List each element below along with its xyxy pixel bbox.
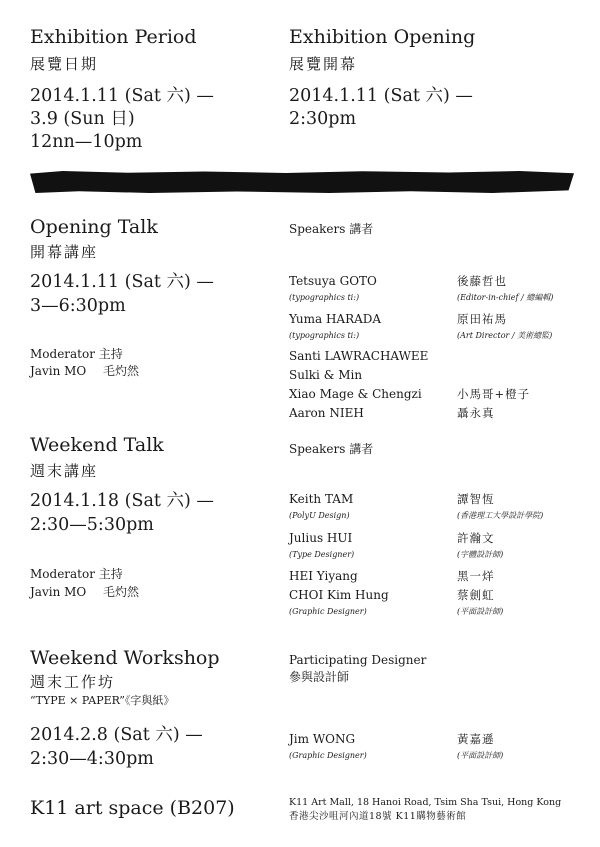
- exhibition-opening-date: 2014.1.11 (Sat 六) —: [289, 86, 473, 106]
- opening-talk-title: Opening Talk: [30, 216, 158, 238]
- designer-name-zh: 黃嘉遜: [457, 732, 495, 746]
- speaker-name: Santi LAWRACHAWEE: [289, 349, 429, 363]
- exhibition-period-title: Exhibition Period: [30, 26, 197, 48]
- opening-talk-moderator-label: Moderator 主持: [30, 347, 123, 361]
- venue-address-zh: 香港尖沙咀河內道18號 K11購物藝術館: [289, 811, 467, 822]
- speaker-role: (Type Designer): [289, 550, 355, 559]
- opening-talk-moderator-name: Javin MO: [30, 364, 87, 378]
- speaker-name: Xiao Mage & Chengzi: [289, 387, 422, 401]
- speaker-name-zh: 聶永真: [457, 406, 495, 420]
- speaker-role-zh: (字體設計師): [457, 550, 504, 559]
- speaker-role: (typographics ti:): [289, 293, 360, 302]
- speaker-name-zh: 許瀚文: [457, 531, 495, 545]
- speaker-role: (PolyU Design): [289, 511, 350, 520]
- speaker-name: Aaron NIEH: [289, 406, 364, 420]
- weekend-talk-title-zh: 週末講座: [30, 462, 99, 480]
- opening-talk-moderator-zh: 毛灼然: [103, 364, 140, 378]
- speaker-name-zh: 後藤哲也: [457, 274, 507, 288]
- speaker-name: Sulki & Min: [289, 368, 363, 382]
- speaker-name: CHOI Kim Hung: [289, 588, 389, 602]
- exhibition-period-date-end: 3.9 (Sun 日): [30, 109, 135, 129]
- speaker-role-zh: (平面設計師): [457, 607, 504, 616]
- workshop-date: 2014.2.8 (Sat 六) —: [30, 725, 203, 745]
- speaker-name: Tetsuya GOTO: [289, 274, 377, 288]
- weekend-talk-moderator-name: Javin MO: [30, 585, 87, 599]
- weekend-talk-time: 2:30—5:30pm: [30, 515, 154, 535]
- speaker-name-zh: 小馬哥+橙子: [457, 387, 531, 401]
- speaker-name: Keith TAM: [289, 492, 354, 506]
- speaker-name: Yuma HARADA: [289, 312, 382, 326]
- exhibition-opening-title: Exhibition Opening: [289, 26, 476, 48]
- designer-name: Jim WONG: [289, 732, 356, 746]
- exhibition-opening-time: 2:30pm: [289, 109, 357, 129]
- speaker-role-zh: (Editor-in-chief / 總編輯): [457, 293, 554, 302]
- speaker-name: Julius HUI: [289, 531, 353, 545]
- opening-talk-speakers-label: Speakers 講者: [289, 222, 374, 236]
- speaker-role: (Graphic Designer): [289, 607, 367, 616]
- speaker-name-zh: 黑一烊: [457, 569, 495, 583]
- venue-address-en: K11 Art Mall, 18 Hanoi Road, Tsim Sha Tsui, Hong Kong: [289, 797, 562, 808]
- opening-talk-title-zh: 開幕講座: [30, 243, 99, 261]
- exhibition-opening-title-zh: 展覽開幕: [289, 55, 358, 73]
- participating-designer-label-zh: 參與設計師: [289, 670, 350, 684]
- weekend-talk-title: Weekend Talk: [30, 434, 164, 456]
- speaker-name-zh: 蔡劍虹: [457, 588, 495, 602]
- opening-talk-date: 2014.1.11 (Sat 六) —: [30, 272, 214, 292]
- weekend-talk-moderator-zh: 毛灼然: [103, 585, 140, 599]
- exhibition-period-hours: 12nn—10pm: [30, 132, 143, 152]
- exhibition-period-date-start: 2014.1.11 (Sat 六) —: [30, 86, 214, 106]
- designer-role: (Graphic Designer): [289, 751, 367, 760]
- participating-designer-label: Participating Designer: [289, 653, 427, 667]
- speaker-role: (typographics ti:): [289, 331, 360, 340]
- speaker-name-zh: 譚智恆: [457, 492, 495, 506]
- weekend-talk-moderator-label: Moderator 主持: [30, 567, 123, 581]
- speaker-name: HEI Yiyang: [289, 569, 358, 583]
- workshop-title: Weekend Workshop: [30, 647, 220, 669]
- weekend-talk-date: 2014.1.18 (Sat 六) —: [30, 491, 214, 511]
- speaker-name-zh: 原田祐馬: [457, 312, 507, 326]
- workshop-title-zh: 週末工作坊: [30, 673, 116, 691]
- brush-divider: [30, 171, 574, 193]
- designer-role-zh: (平面設計師): [457, 751, 504, 760]
- opening-talk-time: 3—6:30pm: [30, 296, 126, 316]
- speaker-role-zh: (Art Director / 美術總監): [457, 331, 553, 340]
- weekend-talk-speakers-label: Speakers 講者: [289, 442, 374, 456]
- workshop-subtitle: “TYPE × PAPER”《字與紙》: [30, 694, 175, 707]
- speaker-role-zh: (香港理工大學設計學院): [457, 511, 544, 520]
- exhibition-period-title-zh: 展覽日期: [30, 55, 99, 73]
- workshop-time: 2:30—4:30pm: [30, 749, 154, 769]
- venue-name: K11 art space (B207): [30, 797, 235, 819]
